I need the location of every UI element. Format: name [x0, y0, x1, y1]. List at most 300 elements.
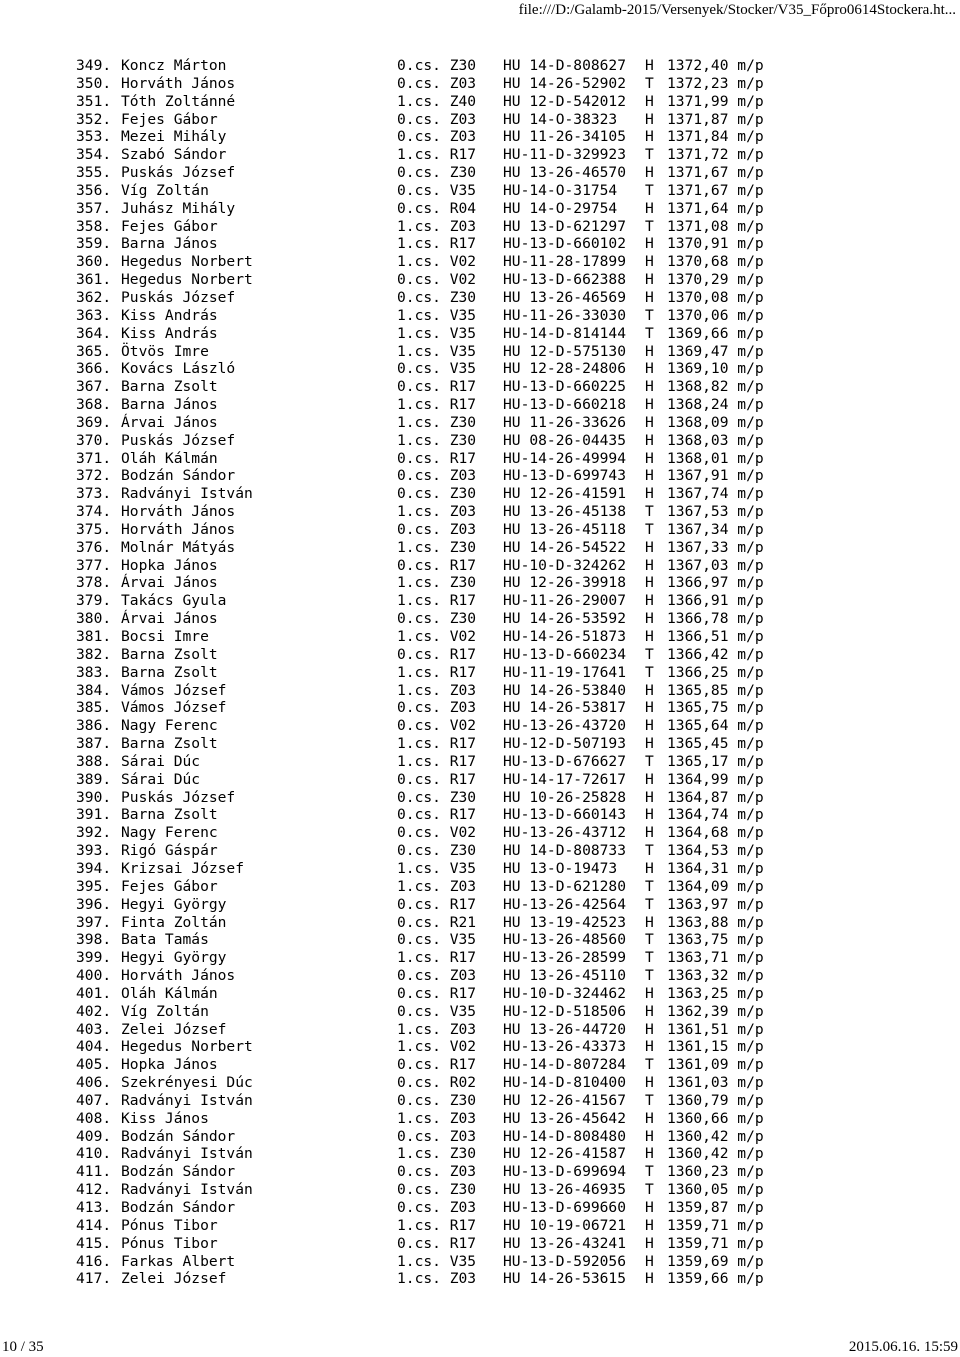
- fancier-name: Horváth János: [121, 74, 236, 92]
- result-row: [76, 1128, 776, 1146]
- sex: H: [645, 806, 654, 824]
- sex: H: [645, 235, 654, 253]
- class-code: 0.cs. Z30: [397, 57, 477, 74]
- fancier-name: Bodzán Sándor: [121, 1199, 236, 1216]
- fancier-name: Tóth Zoltánné: [121, 92, 236, 110]
- result-row: [76, 1199, 776, 1217]
- sex: H: [645, 342, 654, 360]
- fancier-name: Nagy Ferenc: [121, 824, 218, 842]
- result-row: [76, 574, 776, 592]
- speed: 1369,10 m/p: [667, 360, 764, 378]
- rank: 359.: [76, 235, 112, 253]
- sex: H: [645, 1074, 654, 1092]
- rank: 397.: [76, 913, 112, 931]
- ring-number: HU 14-26-53615: [503, 1270, 627, 1288]
- result-row: [76, 771, 776, 789]
- sex: H: [645, 574, 654, 592]
- fancier-name: Bodzán Sándor: [121, 467, 236, 485]
- class-code: 1.cs. Z40: [397, 92, 477, 110]
- rank: 349.: [76, 57, 112, 74]
- result-row: [76, 592, 776, 610]
- sex: H: [645, 164, 654, 182]
- rank: 355.: [76, 164, 112, 182]
- result-row: [76, 1074, 776, 1092]
- class-code: 0.cs. V35: [397, 1002, 477, 1020]
- result-row: [76, 253, 776, 271]
- sex: H: [645, 271, 654, 289]
- ring-number: HU 13-26-46570: [503, 164, 627, 182]
- class-code: 1.cs. Z03: [397, 1109, 477, 1127]
- rank: 360.: [76, 253, 112, 271]
- fancier-name: Fejes Gábor: [121, 110, 218, 128]
- fancier-name: Hegedus Norbert: [121, 1038, 253, 1056]
- rank: 367.: [76, 378, 112, 396]
- fancier-name: Bodzán Sándor: [121, 1163, 236, 1181]
- ring-number: HU 12-28-24806: [503, 360, 627, 378]
- ring-number: HU 14-26-53817: [503, 699, 627, 717]
- result-row: [76, 75, 776, 93]
- fancier-name: Hegedus Norbert: [121, 253, 253, 271]
- speed: 1361,03 m/p: [667, 1074, 764, 1092]
- fancier-name: Finta Zoltán: [121, 913, 227, 931]
- fancier-name: Kovács László: [121, 360, 236, 378]
- speed: 1364,31 m/p: [667, 859, 764, 877]
- result-row: [76, 682, 776, 700]
- rank: 384.: [76, 681, 112, 699]
- rank: 377.: [76, 556, 112, 574]
- result-row: [76, 111, 776, 129]
- result-row: [76, 325, 776, 343]
- speed: 1364,87 m/p: [667, 788, 764, 806]
- ring-number: HU-12-D-507193: [503, 735, 627, 753]
- rank: 361.: [76, 271, 112, 289]
- result-row: [76, 878, 776, 896]
- rank: 392.: [76, 824, 112, 842]
- fancier-name: Takács Gyula: [121, 592, 227, 610]
- sex: T: [645, 217, 654, 235]
- speed: 1367,03 m/p: [667, 556, 764, 574]
- speed: 1359,87 m/p: [667, 1199, 764, 1216]
- result-row: [76, 485, 776, 503]
- class-code: 0.cs. R17: [397, 556, 477, 574]
- result-row: [76, 628, 776, 646]
- sex: H: [645, 735, 654, 753]
- sex: H: [645, 681, 654, 699]
- result-row: [76, 271, 776, 289]
- fancier-name: Árvai János: [121, 413, 218, 431]
- class-code: 1.cs. Z30: [397, 1145, 477, 1163]
- speed: 1365,75 m/p: [667, 699, 764, 717]
- fancier-name: Zelei József: [121, 1020, 227, 1038]
- sex: T: [645, 1163, 654, 1181]
- fancier-name: Horváth János: [121, 520, 236, 538]
- sex: H: [645, 1145, 654, 1163]
- sex: H: [645, 449, 654, 467]
- result-row: [76, 1270, 776, 1288]
- fancier-name: Barna János: [121, 396, 218, 414]
- speed: 1367,33 m/p: [667, 538, 764, 556]
- class-code: 0.cs. R04: [397, 199, 477, 217]
- class-code: 1.cs. R17: [397, 396, 477, 414]
- ring-number: HU-13-D-660102: [503, 235, 627, 253]
- speed: 1360,42 m/p: [667, 1127, 764, 1145]
- rank: 354.: [76, 146, 112, 164]
- ring-number: HU 14-D-808733: [503, 842, 627, 860]
- result-row: [76, 914, 776, 932]
- class-code: 0.cs. Z03: [397, 1199, 477, 1216]
- sex: H: [645, 1127, 654, 1145]
- class-code: 0.cs. Z30: [397, 1091, 477, 1109]
- sex: H: [645, 1252, 654, 1270]
- sex: T: [645, 503, 654, 521]
- ring-number: HU-13-26-42564: [503, 895, 627, 913]
- speed: 1363,97 m/p: [667, 895, 764, 913]
- fancier-name: Radványi István: [121, 1145, 253, 1163]
- class-code: 0.cs. R17: [397, 1056, 477, 1074]
- sex: T: [645, 645, 654, 663]
- class-code: 0.cs. R21: [397, 913, 477, 931]
- speed: 1366,97 m/p: [667, 574, 764, 592]
- sex: H: [645, 360, 654, 378]
- rank: 414.: [76, 1216, 112, 1234]
- class-code: 0.cs. Z30: [397, 485, 477, 503]
- sex: T: [645, 324, 654, 342]
- rank: 398.: [76, 931, 112, 949]
- ring-number: HU 13-26-45642: [503, 1109, 627, 1127]
- fancier-name: Horváth János: [121, 967, 236, 985]
- class-code: 1.cs. Z03: [397, 877, 477, 895]
- speed: 1364,99 m/p: [667, 770, 764, 788]
- fancier-name: Vámos József: [121, 699, 227, 717]
- sex: T: [645, 520, 654, 538]
- rank: 399.: [76, 949, 112, 967]
- class-code: 0.cs. V35: [397, 931, 477, 949]
- result-row: [76, 343, 776, 361]
- class-code: 0.cs. Z03: [397, 699, 477, 717]
- rank: 382.: [76, 645, 112, 663]
- fancier-name: Ötvös Imre: [121, 342, 209, 360]
- sex: H: [645, 110, 654, 128]
- rank: 383.: [76, 663, 112, 681]
- class-code: 0.cs. R17: [397, 1234, 477, 1252]
- class-code: 0.cs. V02: [397, 271, 477, 289]
- sex: H: [645, 788, 654, 806]
- speed: 1359,66 m/p: [667, 1270, 764, 1288]
- speed: 1366,78 m/p: [667, 610, 764, 628]
- ring-number: HU 14-O-29754: [503, 199, 618, 217]
- class-code: 0.cs. V02: [397, 824, 477, 842]
- class-code: 0.cs. Z03: [397, 74, 477, 92]
- page-number: 10 / 35: [2, 1339, 44, 1355]
- fancier-name: Szabó Sándor: [121, 146, 227, 164]
- result-row: [76, 182, 776, 200]
- speed: 1368,24 m/p: [667, 396, 764, 414]
- ring-number: HU-13-D-699743: [503, 467, 627, 485]
- speed: 1363,71 m/p: [667, 949, 764, 967]
- rank: 381.: [76, 628, 112, 645]
- fancier-name: Árvai János: [121, 574, 218, 592]
- sex: H: [645, 92, 654, 110]
- class-code: 0.cs. Z03: [397, 1163, 477, 1181]
- rank: 376.: [76, 538, 112, 556]
- class-code: 1.cs. V35: [397, 859, 477, 877]
- fancier-name: Zelei József: [121, 1270, 227, 1288]
- rank: 379.: [76, 592, 112, 610]
- rank: 362.: [76, 288, 112, 306]
- result-row: [76, 378, 776, 396]
- ring-number: HU-11-D-329923: [503, 146, 627, 164]
- rank: 406.: [76, 1074, 112, 1092]
- class-code: 1.cs. V02: [397, 253, 477, 271]
- sex: H: [645, 556, 654, 574]
- speed: 1371,67 m/p: [667, 164, 764, 182]
- sex: H: [645, 1109, 654, 1127]
- fancier-name: Radványi István: [121, 1091, 253, 1109]
- speed: 1371,87 m/p: [667, 110, 764, 128]
- sex: H: [645, 610, 654, 628]
- speed: 1365,17 m/p: [667, 752, 764, 770]
- result-row: [76, 1092, 776, 1110]
- class-code: 1.cs. V35: [397, 306, 477, 324]
- class-code: 0.cs. Z30: [397, 288, 477, 306]
- result-row: [76, 646, 776, 664]
- class-code: 1.cs. R17: [397, 735, 477, 753]
- result-row: [76, 128, 776, 146]
- class-code: 1.cs. Z03: [397, 503, 477, 521]
- ring-number: HU 13-26-43241: [503, 1234, 627, 1252]
- rank: 351.: [76, 92, 112, 110]
- ring-number: HU-13-D-699694: [503, 1163, 627, 1181]
- speed: 1367,91 m/p: [667, 467, 764, 485]
- result-row: [76, 1181, 776, 1199]
- speed: 1366,42 m/p: [667, 645, 764, 663]
- ring-number: HU-13-26-28599: [503, 949, 627, 967]
- ring-number: HU 13-26-44720: [503, 1020, 627, 1038]
- sex: H: [645, 378, 654, 396]
- ring-number: HU 12-26-41567: [503, 1091, 627, 1109]
- class-code: 1.cs. V35: [397, 1252, 477, 1270]
- rank: 352.: [76, 110, 112, 128]
- sex: T: [645, 931, 654, 949]
- fancier-name: Hopka János: [121, 1056, 218, 1074]
- rank: 370.: [76, 431, 112, 449]
- ring-number: HU 12-D-575130: [503, 342, 627, 360]
- result-row: [76, 289, 776, 307]
- rank: 396.: [76, 895, 112, 913]
- result-row: [76, 1003, 776, 1021]
- class-code: 1.cs. R17: [397, 235, 477, 253]
- file-path-header: file:///D:/Galamb-2015/Versenyek/Stocker/V35_Főpro0614Stockera.ht...: [518, 2, 956, 18]
- result-row: [76, 432, 776, 450]
- ring-number: HU 13-26-45110: [503, 967, 627, 985]
- class-code: 0.cs. Z30: [397, 1181, 477, 1199]
- speed: 1365,45 m/p: [667, 735, 764, 753]
- ring-number: HU 14-26-53592: [503, 610, 627, 628]
- result-row: [76, 717, 776, 735]
- sex: H: [645, 467, 654, 485]
- class-code: 0.cs. V35: [397, 181, 477, 199]
- fancier-name: Koncz Márton: [121, 57, 227, 74]
- fancier-name: Bodzán Sándor: [121, 1127, 236, 1145]
- rank: 368.: [76, 396, 112, 414]
- result-row: [76, 146, 776, 164]
- result-row: [76, 93, 776, 111]
- speed: 1371,67 m/p: [667, 181, 764, 199]
- sex: H: [645, 538, 654, 556]
- class-code: 1.cs. R17: [397, 949, 477, 967]
- fancier-name: Rigó Gáspár: [121, 842, 218, 860]
- result-row: [76, 539, 776, 557]
- sex: H: [645, 1234, 654, 1252]
- sex: T: [645, 146, 654, 164]
- rank: 400.: [76, 967, 112, 985]
- fancier-name: Radványi István: [121, 1181, 253, 1199]
- result-row: [76, 307, 776, 325]
- class-code: 0.cs. Z30: [397, 788, 477, 806]
- class-code: 1.cs. Z03: [397, 1270, 477, 1288]
- fancier-name: Pónus Tibor: [121, 1234, 218, 1252]
- rank: 415.: [76, 1234, 112, 1252]
- fancier-name: Hegedus Norbert: [121, 271, 253, 289]
- speed: 1363,32 m/p: [667, 967, 764, 985]
- sex: T: [645, 877, 654, 895]
- speed: 1371,08 m/p: [667, 217, 764, 235]
- rank: 408.: [76, 1109, 112, 1127]
- result-row: [76, 1021, 776, 1039]
- sex: H: [645, 288, 654, 306]
- speed: 1360,66 m/p: [667, 1109, 764, 1127]
- sex: T: [645, 967, 654, 985]
- class-code: 0.cs. R17: [397, 984, 477, 1002]
- rank: 378.: [76, 574, 112, 592]
- class-code: 0.cs. V35: [397, 360, 477, 378]
- ring-number: HU-13-D-676627: [503, 752, 627, 770]
- ring-number: HU-13-D-660218: [503, 396, 627, 414]
- rank: 364.: [76, 324, 112, 342]
- rank: 409.: [76, 1127, 112, 1145]
- speed: 1371,64 m/p: [667, 199, 764, 217]
- speed: 1370,68 m/p: [667, 253, 764, 271]
- class-code: 0.cs. R02: [397, 1074, 477, 1092]
- sex: T: [645, 181, 654, 199]
- ring-number: HU 13-26-46569: [503, 288, 627, 306]
- fancier-name: Puskás József: [121, 788, 236, 806]
- sex: T: [645, 1181, 654, 1199]
- speed: 1367,74 m/p: [667, 485, 764, 503]
- ring-number: HU-12-D-518506: [503, 1002, 627, 1020]
- result-row: [76, 557, 776, 575]
- rank: 407.: [76, 1091, 112, 1109]
- sex: H: [645, 1002, 654, 1020]
- ring-number: HU-13-26-43712: [503, 824, 627, 842]
- rank: 350.: [76, 74, 112, 92]
- rank: 385.: [76, 699, 112, 717]
- fancier-name: Krizsai József: [121, 859, 245, 877]
- fancier-name: Molnár Mátyás: [121, 538, 236, 556]
- result-row: [76, 414, 776, 432]
- rank: 372.: [76, 467, 112, 485]
- result-row: [76, 789, 776, 807]
- sex: H: [645, 1270, 654, 1288]
- ring-number: HU-13-D-660225: [503, 378, 627, 396]
- rank: 417.: [76, 1270, 112, 1288]
- result-row: [76, 664, 776, 682]
- rank: 373.: [76, 485, 112, 503]
- ring-number: HU 13-O-19473: [503, 859, 618, 877]
- rank: 375.: [76, 520, 112, 538]
- fancier-name: Bocsi Imre: [121, 628, 209, 645]
- speed: 1370,06 m/p: [667, 306, 764, 324]
- speed: 1368,09 m/p: [667, 413, 764, 431]
- rank: 416.: [76, 1252, 112, 1270]
- speed: 1366,51 m/p: [667, 628, 764, 645]
- fancier-name: Oláh Kálmán: [121, 984, 218, 1002]
- result-row: [76, 1217, 776, 1235]
- result-row: [76, 610, 776, 628]
- ring-number: HU-13-26-43720: [503, 717, 627, 735]
- fancier-name: Fejes Gábor: [121, 877, 218, 895]
- speed: 1365,85 m/p: [667, 681, 764, 699]
- speed: 1360,23 m/p: [667, 1163, 764, 1181]
- ring-number: HU 11-26-34105: [503, 128, 627, 146]
- speed: 1371,84 m/p: [667, 128, 764, 146]
- fancier-name: Sárai Dúc: [121, 770, 201, 788]
- rank: 395.: [76, 877, 112, 895]
- class-code: 1.cs. R17: [397, 663, 477, 681]
- ring-number: HU-11-28-17899: [503, 253, 627, 271]
- ring-number: HU 13-19-42523: [503, 913, 627, 931]
- fancier-name: Hegyi György: [121, 949, 227, 967]
- ring-number: HU-13-D-592056: [503, 1252, 627, 1270]
- rank: 366.: [76, 360, 112, 378]
- result-row: [76, 200, 776, 218]
- result-row: [76, 360, 776, 378]
- fancier-name: Farkas Albert: [121, 1252, 236, 1270]
- class-code: 0.cs. Z03: [397, 520, 477, 538]
- speed: 1361,15 m/p: [667, 1038, 764, 1056]
- fancier-name: Kiss András: [121, 306, 218, 324]
- result-row: [76, 1163, 776, 1181]
- fancier-name: Barna János: [121, 235, 218, 253]
- ring-number: HU 13-26-45138: [503, 503, 627, 521]
- rank: 388.: [76, 752, 112, 770]
- rank: 358.: [76, 217, 112, 235]
- rank: 386.: [76, 717, 112, 735]
- result-row: [76, 967, 776, 985]
- ring-number: HU 14-26-54522: [503, 538, 627, 556]
- class-code: 0.cs. Z30: [397, 164, 477, 182]
- class-code: 1.cs. Z03: [397, 1020, 477, 1038]
- class-code: 1.cs. Z30: [397, 431, 477, 449]
- class-code: 0.cs. R17: [397, 378, 477, 396]
- sex: H: [645, 592, 654, 610]
- ring-number: HU-13-26-43373: [503, 1038, 627, 1056]
- ring-number: HU 13-D-621280: [503, 877, 627, 895]
- fancier-name: Hegyi György: [121, 895, 227, 913]
- speed: 1370,91 m/p: [667, 235, 764, 253]
- fancier-name: Puskás József: [121, 431, 236, 449]
- class-code: 1.cs. Z30: [397, 413, 477, 431]
- ring-number: HU 12-26-39918: [503, 574, 627, 592]
- sex: H: [645, 770, 654, 788]
- ring-number: HU-14-26-49994: [503, 449, 627, 467]
- sex: H: [645, 824, 654, 842]
- fancier-name: Vámos József: [121, 681, 227, 699]
- result-row: [76, 521, 776, 539]
- ring-number: HU-13-26-48560: [503, 931, 627, 949]
- fancier-name: Oláh Kálmán: [121, 449, 218, 467]
- speed: 1359,71 m/p: [667, 1234, 764, 1252]
